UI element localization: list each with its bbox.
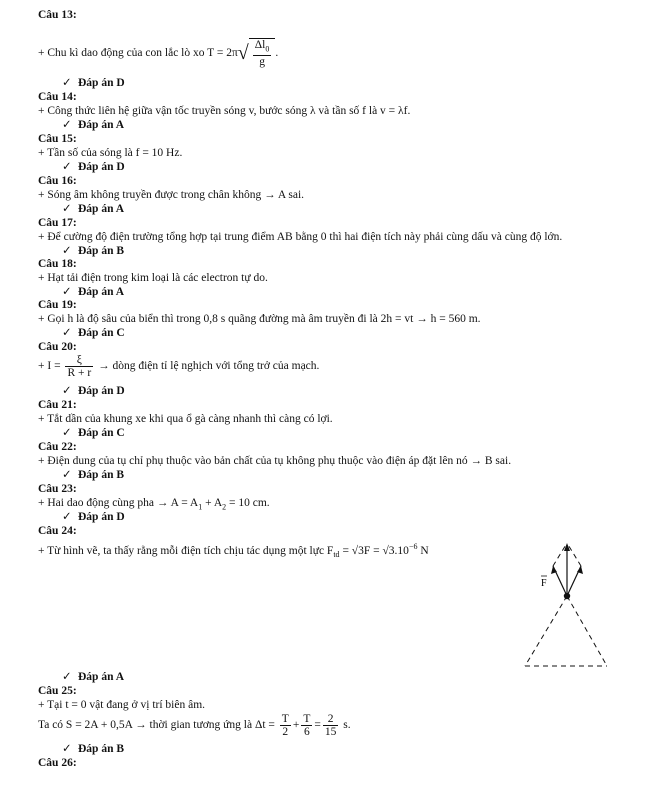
- q20-prefix: + I =: [38, 360, 61, 373]
- q25-prefix: Ta có S = 2A + 0,5A → thời gian tương ứng là Δt =: [38, 719, 275, 731]
- q13-text: [38, 38, 278, 68]
- q15-answer-text: Đáp án D: [78, 161, 125, 173]
- q13-text-prefix: + Chu kì dao động của con lắc lò xo: [38, 46, 205, 59]
- q15-text: + Tần số của sóng là f = 10 Hz.: [38, 147, 183, 159]
- check-icon: ✓: [62, 743, 72, 755]
- q26-title: Câu 26:: [38, 757, 77, 769]
- q23-answer: [62, 510, 125, 524]
- q19-text: + Gọi h là độ sâu của biển thì trong 0,8 s quãng đường mà âm truyền đi là 2h = vt → h = 560 m.: [38, 313, 481, 325]
- parallelogram-right-edge: [567, 543, 581, 566]
- check-icon: ✓: [62, 245, 72, 257]
- q24-suffix: N: [417, 544, 429, 557]
- check-icon: ✓: [62, 119, 72, 131]
- q20-fraction: [65, 354, 93, 379]
- force-label: F: [541, 578, 547, 589]
- check-icon: ✓: [62, 203, 72, 215]
- q13-formula-den: g: [259, 56, 265, 69]
- q20-answer: [62, 384, 125, 398]
- q20-answer-text: Đáp án D: [78, 385, 125, 397]
- q20-text: [38, 354, 319, 379]
- q16-title: Câu 16:: [38, 175, 77, 187]
- q23-mid: + A: [202, 497, 223, 509]
- q25-f1-den: 2: [282, 725, 289, 738]
- q14-answer-text: Đáp án A: [78, 119, 125, 131]
- q23-sub2: 2: [222, 502, 227, 512]
- q23-title: Câu 23:: [38, 483, 77, 495]
- q23-prefix: + Hai dao động cùng pha → A = A: [38, 497, 199, 509]
- q25-title: Câu 25:: [38, 685, 77, 697]
- q25-f2-den: 6: [303, 725, 310, 738]
- q18-answer: [62, 285, 124, 299]
- q24-sup: −6: [408, 542, 418, 551]
- check-icon: ✓: [62, 385, 72, 397]
- q20-suffix: → dòng điện tỉ lệ nghịch với tổng trở của mạch.: [98, 360, 320, 373]
- q22-title: Câu 22:: [38, 441, 77, 453]
- q25-text1: + Tại t = 0 vật đang ở vị trí biên âm.: [38, 699, 206, 711]
- q13-formula-num-sub: 0: [265, 44, 270, 54]
- q21-text: + Tắt dần của khung xe khi qua ổ gà càng nhanh thì càng có lợi.: [38, 413, 333, 425]
- check-icon: ✓: [62, 511, 72, 523]
- q19-answer: [62, 326, 125, 340]
- sqrt-symbol: √ $\frac{\Delta l_0}{g}$: [238, 38, 276, 68]
- check-icon: ✓: [62, 286, 72, 298]
- q25-frac1: [280, 713, 291, 738]
- q25-eq: =: [314, 719, 321, 731]
- triangle-right-side: [567, 596, 607, 666]
- check-icon: ✓: [62, 469, 72, 481]
- q25-plus: +: [292, 719, 300, 731]
- check-icon: ✓: [62, 427, 72, 439]
- q13-answer-text: Đáp án D: [78, 77, 125, 89]
- q24-text: [38, 540, 429, 562]
- q13-answer: [62, 76, 125, 90]
- q22-answer: [62, 468, 124, 482]
- q25-frac2: [301, 713, 312, 738]
- q24-prefix: + Từ hình vẽ, ta thấy rằng mỗi điện tích chịu tác dụng một lực F: [38, 544, 334, 557]
- q25-text2: [38, 712, 351, 738]
- triangle-left-side: [525, 596, 567, 666]
- q25-answer-text: Đáp án B: [78, 743, 125, 755]
- q14-title: Câu 14:: [38, 91, 77, 103]
- q15-title: Câu 15:: [38, 133, 77, 145]
- q22-answer-text: Đáp án B: [78, 469, 125, 481]
- q23-answer-text: Đáp án D: [78, 511, 125, 523]
- q24-mid: = √3F = √3.10: [339, 544, 409, 557]
- q16-answer: [62, 202, 124, 216]
- q25-frac3: [323, 713, 339, 738]
- q24-answer-text: Đáp án A: [78, 671, 125, 683]
- q20-frac-den: R + r: [67, 367, 92, 379]
- parallelogram-left-edge: [553, 543, 567, 566]
- q25-answer: [62, 742, 124, 756]
- q13-formula-end: .: [275, 46, 279, 59]
- q21-answer-text: Đáp án C: [78, 427, 125, 439]
- check-icon: ✓: [62, 327, 72, 339]
- q16-text: + Sóng âm không truyền được trong chân không → A sai.: [38, 189, 305, 201]
- q25-f1-num: T: [281, 712, 289, 725]
- q23-suffix: = 10 cm.: [226, 497, 270, 509]
- q24-title: Câu 24:: [38, 525, 77, 537]
- q13-title: Câu 13:: [38, 9, 77, 21]
- q17-title: Câu 17:: [38, 217, 77, 229]
- q17-answer-text: Đáp án B: [78, 245, 125, 257]
- q19-title: Câu 19:: [38, 299, 77, 311]
- force-diagram: [515, 538, 615, 673]
- q21-title: Câu 21:: [38, 399, 77, 411]
- q19-answer-text: Đáp án C: [78, 327, 125, 339]
- q17-answer: [62, 244, 124, 258]
- q15-answer: [62, 160, 125, 174]
- q25-f2-num: T: [303, 712, 311, 725]
- q25-f3-den: 15: [324, 725, 337, 738]
- q17-text: + Để cường độ điện trường tổng hợp tại trung điểm AB bằng 0 thì hai điện tích này phải cùng dấu và cùng độ lớn.: [38, 231, 563, 243]
- q24-sub: td: [333, 550, 340, 560]
- q13-formula-lhs: T = 2π: [207, 46, 238, 59]
- check-icon: ✓: [62, 161, 72, 173]
- check-icon: ✓: [62, 77, 72, 89]
- q14-answer: [62, 118, 124, 132]
- q24-answer: [62, 670, 124, 684]
- q20-title: Câu 20:: [38, 341, 77, 353]
- q23-sub1: 1: [198, 502, 203, 512]
- q21-answer: [62, 426, 125, 440]
- q14-text: + Công thức liên hệ giữa vận tốc truyền sóng v, bước sóng λ và tần số f là v = λf.: [38, 105, 411, 117]
- charge-point: [564, 593, 570, 599]
- q13-formula-num: Δl: [254, 39, 266, 51]
- q16-answer-text: Đáp án A: [78, 203, 125, 215]
- q18-title: Câu 18:: [38, 258, 77, 270]
- q25-f3-num: 2: [323, 713, 339, 726]
- q22-text: + Điện dung của tụ chỉ phụ thuộc vào bản chất của tụ không phụ thuộc vào điện áp đặt lên nó → B sai.: [38, 455, 512, 467]
- q20-frac-num: ξ: [65, 354, 93, 367]
- q18-text: + Hạt tải điện trong kim loại là các electron tự do.: [38, 272, 268, 284]
- check-icon: ✓: [62, 671, 72, 683]
- q25-unit: s.: [343, 719, 351, 731]
- q18-answer-text: Đáp án A: [78, 286, 125, 298]
